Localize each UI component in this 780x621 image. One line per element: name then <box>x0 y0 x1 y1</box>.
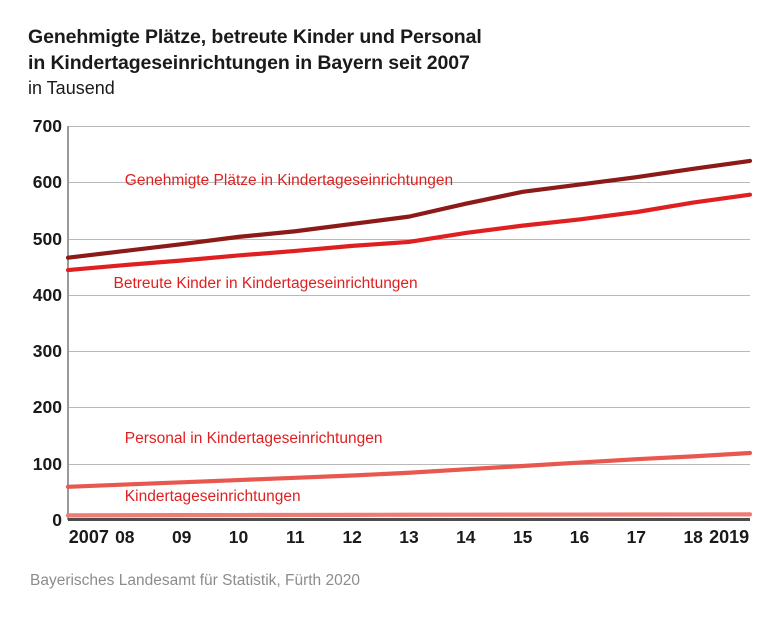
y-tick-label: 100 <box>32 453 62 474</box>
title-line-1: Genehmigte Plätze, betreute Kinder und Personal <box>28 26 482 48</box>
chart-subtitle: in Tausend <box>28 78 115 98</box>
series-label: Genehmigte Plätze in Kindertageseinrichtungen <box>124 172 454 190</box>
x-tick-label: 17 <box>626 527 647 547</box>
x-tick-label: 16 <box>569 527 590 547</box>
x-tick-label: 2007 <box>68 527 109 547</box>
y-tick-label: 400 <box>32 284 62 305</box>
series-label: Kindertageseinrichtungen <box>124 487 301 505</box>
x-tick-label: 08 <box>115 527 135 547</box>
x-tick-label: 11 <box>286 527 305 547</box>
x-tick-label: 2019 <box>709 527 750 547</box>
title-line-2: in Kindertageseinrichtungen in Bayern seit 2007 <box>28 52 470 74</box>
plot-area <box>68 126 750 520</box>
x-tick-label: 14 <box>456 527 476 547</box>
y-tick-label: 200 <box>32 397 62 418</box>
y-tick-label: 700 <box>32 116 62 136</box>
y-tick-label: 300 <box>32 341 62 362</box>
y-tick-label: 0 <box>52 510 62 530</box>
series-label: Betreute Kinder in Kindertageseinrichtungen <box>113 274 418 292</box>
x-tick-label: 12 <box>342 527 362 547</box>
line-series <box>68 195 750 270</box>
x-tick-label: 09 <box>171 527 192 547</box>
page-title <box>28 24 482 76</box>
line-series <box>68 453 750 487</box>
x-tick-label: 18 <box>683 527 703 547</box>
y-tick-label: 500 <box>32 228 62 249</box>
x-axis-labels <box>68 527 750 553</box>
source-note: Bayerisches Landesamt für Statistik, Fürth 2020 <box>30 572 360 589</box>
y-tick-label: 600 <box>32 172 62 193</box>
x-tick-label: 15 <box>512 527 533 547</box>
series-label: Personal in Kindertageseinrichtungen <box>124 430 383 448</box>
y-axis-labels <box>0 116 62 530</box>
x-tick-label: 13 <box>399 527 419 547</box>
line-series <box>68 514 750 515</box>
x-tick-label: 10 <box>228 527 249 547</box>
